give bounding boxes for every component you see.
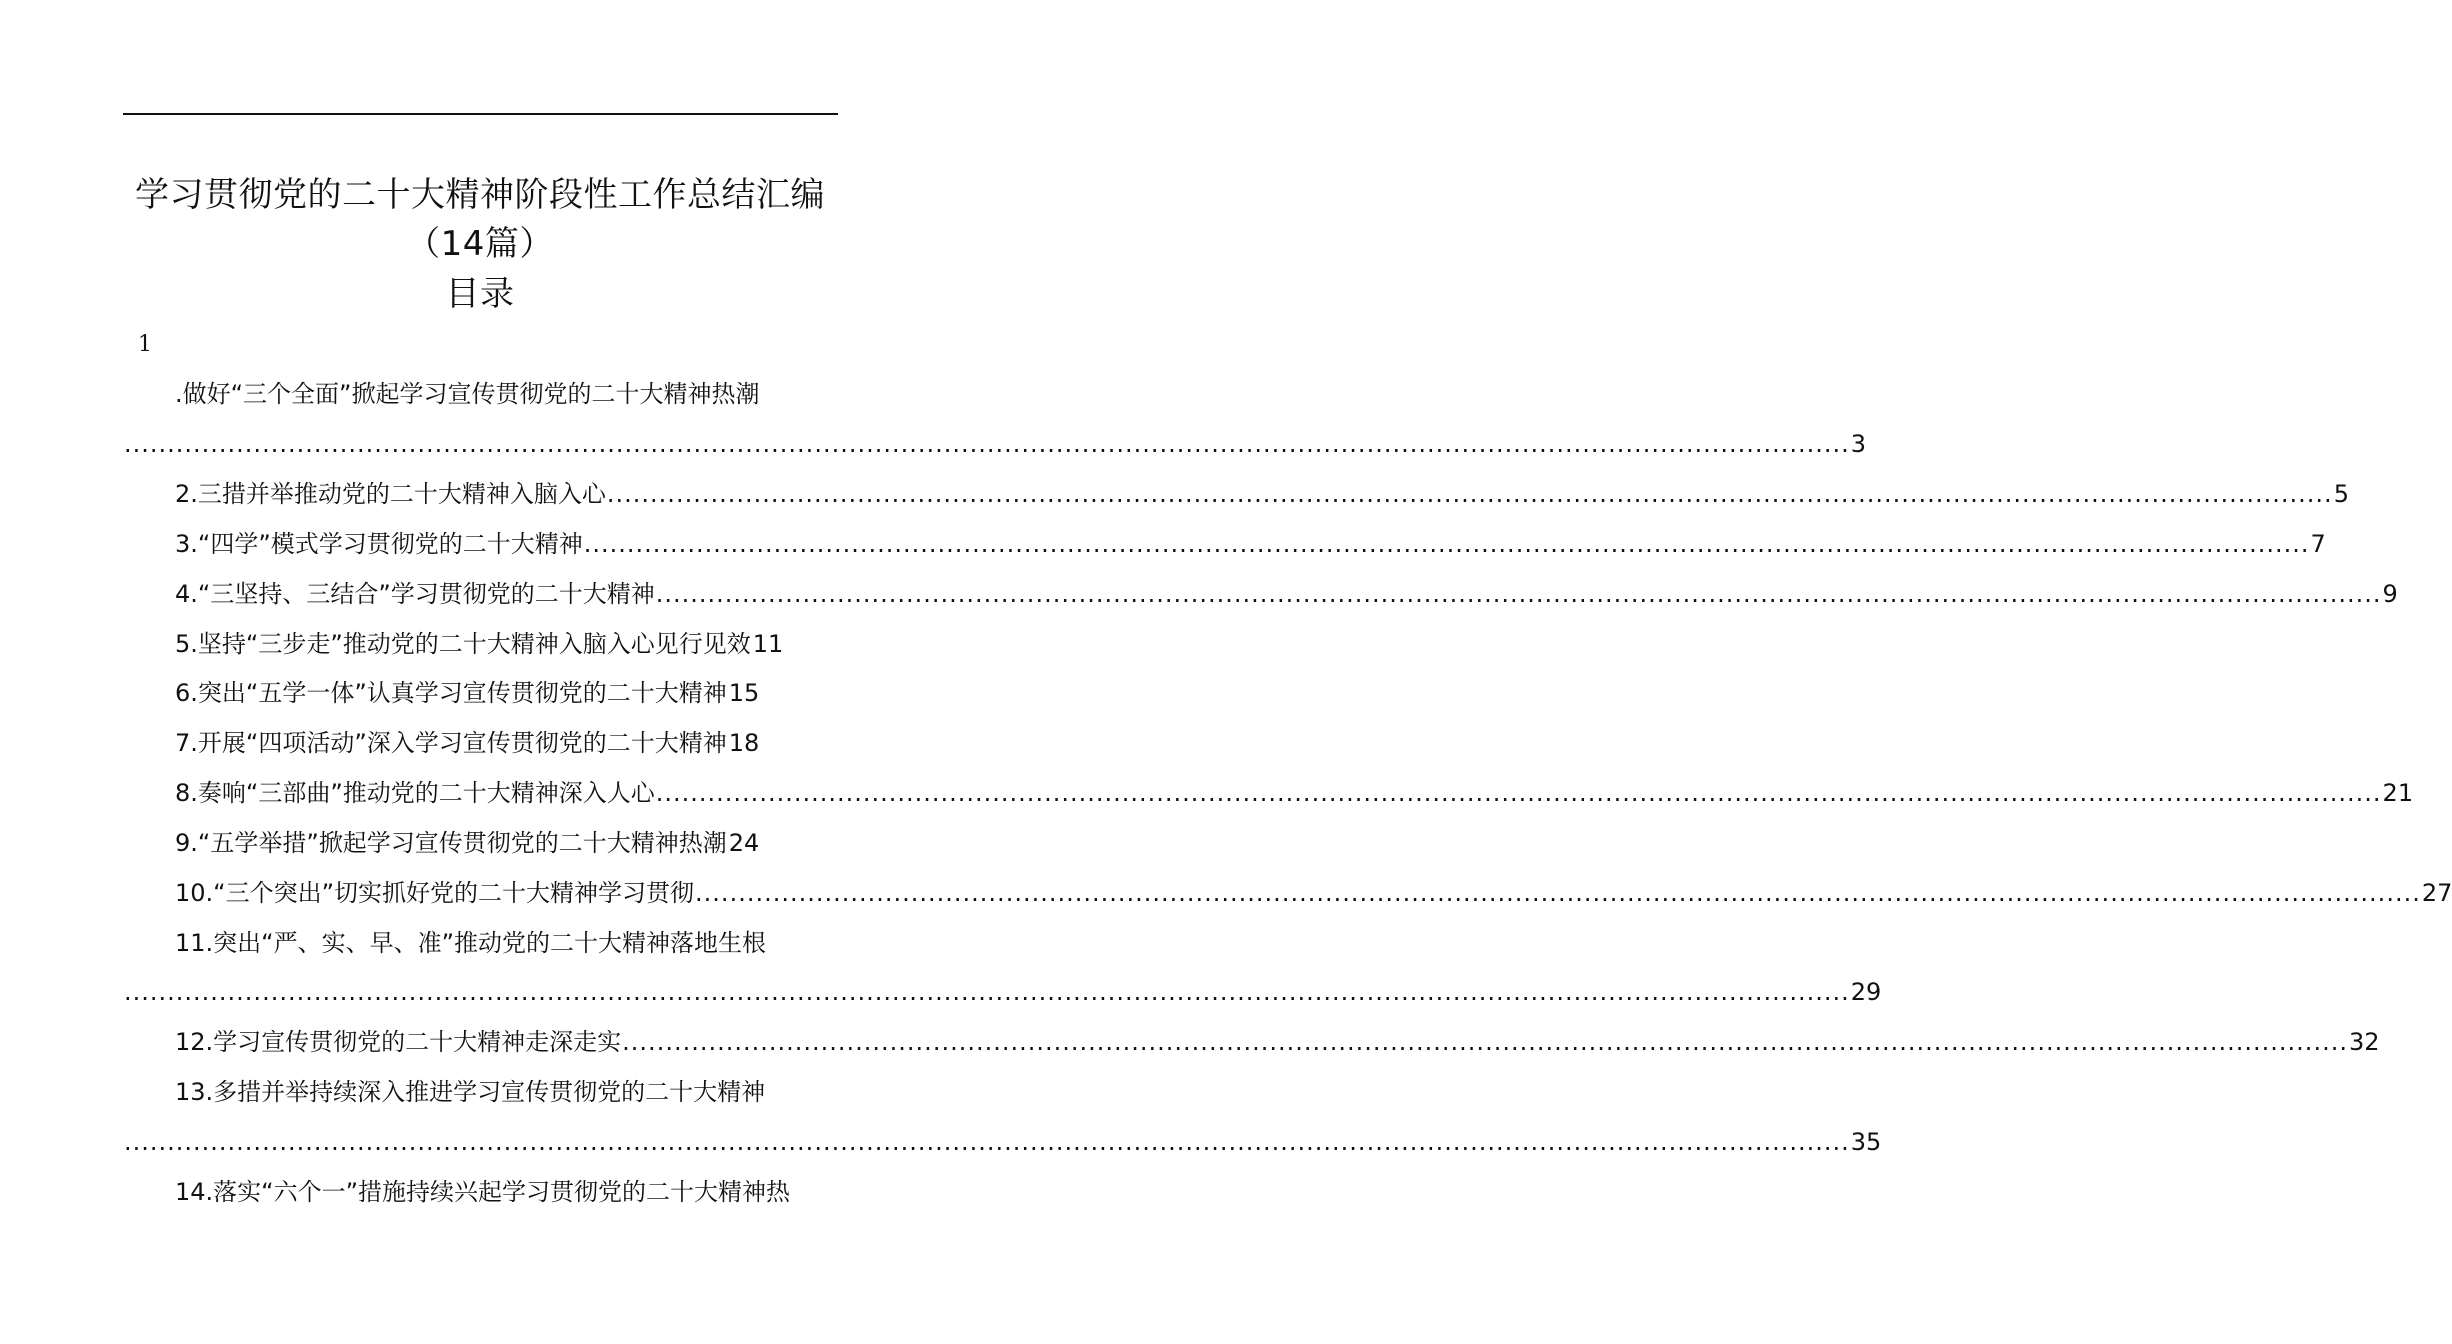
header-rule	[123, 113, 838, 115]
toc-entry-page: 3	[1850, 430, 1867, 458]
toc-entry-page: 21	[2382, 779, 2414, 807]
toc-entry-3[interactable]	[175, 528, 2326, 560]
toc-entry-page: 7	[2310, 530, 2326, 558]
toc-entry-page: 35	[1850, 1128, 1882, 1156]
dot-leader: ........................................................................................................................................................................................................	[124, 430, 1850, 458]
document-subtitle-count: （14篇）	[406, 224, 554, 264]
toc-entry-page: 18	[728, 729, 760, 757]
toc-entry-page: 24	[728, 829, 760, 857]
toc-entry-title: 2.三措并举推动党的二十大精神入脑入心	[175, 480, 606, 508]
toc-entry-title: 6.突出“五学一体”认真学习宣传贯彻党的二十大精神	[175, 679, 727, 707]
dot-leader: ........................................................................................................................................................................................................	[124, 1128, 1850, 1156]
dot-leader: ........................................................................................................................................................................................................	[606, 480, 2333, 508]
toc-lead-number: 1	[138, 332, 152, 357]
toc-entry-title: 12.学习宣传贯彻党的二十大精神走深走实	[175, 1028, 622, 1056]
toc-entry-1-leader[interactable]	[123, 428, 1867, 460]
toc-entry-8[interactable]	[175, 777, 2414, 809]
toc-entry-title: 7.开展“四项活动”深入学习宣传贯彻党的二十大精神	[175, 729, 727, 757]
toc-entry-12[interactable]	[175, 1026, 2380, 1058]
toc-entry-title: 10.“三个突出”切实抓好党的二十大精神学习贯彻	[175, 879, 695, 907]
toc-entry-title: .做好“三个全面”掀起学习宣传贯彻党的二十大精神热潮	[175, 380, 760, 408]
toc-entry-9[interactable]	[175, 827, 840, 859]
dot-leader: ........................................................................................................................................................................................................	[655, 580, 2382, 608]
toc-entry-title: 13.多措并举持续深入推进学习宣传贯彻党的二十大精神	[175, 1078, 766, 1106]
dot-leader: ........................................................................................................................................................................................................	[583, 530, 2310, 558]
toc-entry-14[interactable]	[175, 1176, 840, 1208]
toc-entry-page: 9	[2382, 580, 2398, 608]
toc-heading: 目录	[445, 274, 515, 314]
toc-entry-11-leader[interactable]	[123, 976, 1882, 1008]
toc-entry-10[interactable]	[175, 877, 2452, 909]
toc-entry-title: 11.突出“严、实、早、准”推动党的二十大精神落地生根	[175, 929, 767, 957]
toc-entry-title: 8.奏响“三部曲”推动党的二十大精神深入人心	[175, 779, 655, 807]
dot-leader: ........................................................................................................................................................................................................	[655, 779, 2382, 807]
toc-entry-page: 5	[2333, 480, 2349, 508]
toc-entry-13-leader[interactable]	[123, 1126, 1882, 1158]
toc-entry-page: 15	[728, 679, 760, 707]
toc-entry-page: 11	[752, 630, 784, 658]
toc-entry-title: 5.坚持“三步走”推动党的二十大精神入脑入心见行见效	[175, 630, 751, 658]
toc-entry-title: 14.落实“六个一”措施持续兴起学习贯彻党的二十大精神热	[175, 1178, 791, 1206]
dot-leader: ........................................................................................................................................................................................................	[695, 879, 2421, 907]
toc-entry-11[interactable]	[175, 927, 840, 959]
toc-entry-title: 3.“四学”模式学习贯彻党的二十大精神	[175, 530, 583, 558]
toc-entry-7[interactable]	[175, 727, 840, 759]
toc-entry-title: 4.“三坚持、三结合”学习贯彻党的二十大精神	[175, 580, 655, 608]
toc-entry-6[interactable]	[175, 677, 840, 709]
toc-entry-page: 32	[2348, 1028, 2380, 1056]
toc-entry-page: 27	[2421, 879, 2452, 907]
toc-entry-2[interactable]	[175, 478, 2349, 510]
toc-entry-title: 9.“五学举措”掀起学习宣传贯彻党的二十大精神热潮	[175, 829, 727, 857]
toc-entry-13[interactable]	[175, 1076, 840, 1108]
toc-entry-page: 29	[1850, 978, 1882, 1006]
toc-entry-1[interactable]	[175, 378, 840, 410]
dot-leader: ........................................................................................................................................................................................................	[124, 978, 1850, 1006]
document-title: 学习贯彻党的二十大精神阶段性工作总结汇编	[135, 175, 825, 215]
dot-leader: ........................................................................................................................................................................................................	[622, 1028, 2348, 1056]
toc-entry-4[interactable]	[175, 578, 2398, 610]
toc-entry-5[interactable]	[175, 628, 840, 660]
